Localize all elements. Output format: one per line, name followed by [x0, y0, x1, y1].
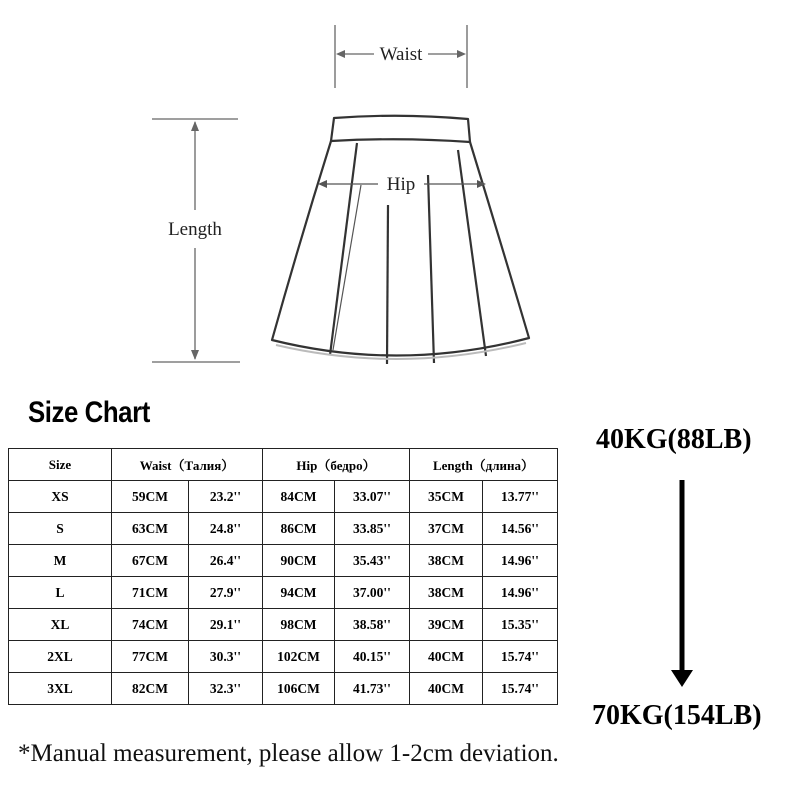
hip-in-cell: 33.85'' — [335, 513, 410, 545]
hip-cm-cell: 90CM — [263, 545, 335, 577]
waist-cm-cell: 74CM — [112, 609, 189, 641]
length-in-cell: 15.74'' — [483, 673, 558, 705]
hem-shadow — [276, 343, 526, 359]
length-cm-cell: 39CM — [410, 609, 483, 641]
length-cm-cell: 35CM — [410, 481, 483, 513]
waist-in-cell: 32.3'' — [189, 673, 263, 705]
length-in-cell: 15.35'' — [483, 609, 558, 641]
table-header-row — [9, 449, 558, 481]
hip-header: Hip（бедро） — [263, 449, 410, 481]
hip-in-cell: 33.07'' — [335, 481, 410, 513]
skirt-illustration — [0, 0, 800, 380]
size-cell: 3XL — [9, 673, 112, 705]
weight-range-start: 40KG(88LB) — [596, 424, 752, 455]
waist-cm-cell: 63CM — [112, 513, 189, 545]
hip-label: Hip — [386, 174, 416, 195]
size-chart-title: Size Chart — [28, 396, 150, 429]
table-row — [9, 673, 558, 705]
table-row — [9, 513, 558, 545]
hip-in-cell: 40.15'' — [335, 641, 410, 673]
hip-cm-cell: 106CM — [263, 673, 335, 705]
size-header: Size — [9, 449, 112, 481]
waist-cm-cell: 71CM — [112, 577, 189, 609]
length-in-cell: 14.96'' — [483, 545, 558, 577]
hip-in-cell: 41.73'' — [335, 673, 410, 705]
length-cm-cell: 38CM — [410, 577, 483, 609]
arrow-down-icon — [668, 480, 696, 690]
size-cell: XL — [9, 609, 112, 641]
length-in-cell: 13.77'' — [483, 481, 558, 513]
size-chart-table — [8, 448, 558, 705]
table-row — [9, 481, 558, 513]
waist-label: Waist — [379, 44, 423, 65]
length-dimension — [152, 119, 240, 362]
waist-cm-cell: 67CM — [112, 545, 189, 577]
measurement-note: *Manual measurement, please allow 1-2cm deviation. — [18, 740, 559, 767]
waist-in-cell: 26.4'' — [189, 545, 263, 577]
waist-cm-cell: 82CM — [112, 673, 189, 705]
waist-in-cell: 23.2'' — [189, 481, 263, 513]
length-cm-cell: 37CM — [410, 513, 483, 545]
table-row — [9, 545, 558, 577]
hip-cm-cell: 102CM — [263, 641, 335, 673]
size-cell: M — [9, 545, 112, 577]
skirt-measurement-diagram — [0, 0, 800, 380]
size-cell: 2XL — [9, 641, 112, 673]
table-row — [9, 609, 558, 641]
length-in-cell: 14.56'' — [483, 513, 558, 545]
table-row — [9, 641, 558, 673]
size-cell: S — [9, 513, 112, 545]
weight-range-end: 70KG(154LB) — [592, 700, 762, 731]
waist-cm-cell: 59CM — [112, 481, 189, 513]
hip-in-cell: 38.58'' — [335, 609, 410, 641]
length-cm-cell: 38CM — [410, 545, 483, 577]
hip-in-cell: 37.00'' — [335, 577, 410, 609]
skirt-shape — [272, 116, 529, 364]
length-label: Length — [168, 219, 222, 240]
length-cm-cell: 40CM — [410, 673, 483, 705]
waist-in-cell: 30.3'' — [189, 641, 263, 673]
waist-in-cell: 24.8'' — [189, 513, 263, 545]
size-cell: L — [9, 577, 112, 609]
hip-cm-cell: 98CM — [263, 609, 335, 641]
table-row — [9, 577, 558, 609]
waist-header: Waist（Талия） — [112, 449, 263, 481]
length-in-cell: 14.96'' — [483, 577, 558, 609]
length-cm-cell: 40CM — [410, 641, 483, 673]
waist-cm-cell: 77CM — [112, 641, 189, 673]
waist-in-cell: 29.1'' — [189, 609, 263, 641]
hip-cm-cell: 84CM — [263, 481, 335, 513]
hip-cm-cell: 94CM — [263, 577, 335, 609]
size-cell: XS — [9, 481, 112, 513]
hip-cm-cell: 86CM — [263, 513, 335, 545]
length-header: Length（длина） — [410, 449, 558, 481]
length-in-cell: 15.74'' — [483, 641, 558, 673]
waist-in-cell: 27.9'' — [189, 577, 263, 609]
hip-in-cell: 35.43'' — [335, 545, 410, 577]
